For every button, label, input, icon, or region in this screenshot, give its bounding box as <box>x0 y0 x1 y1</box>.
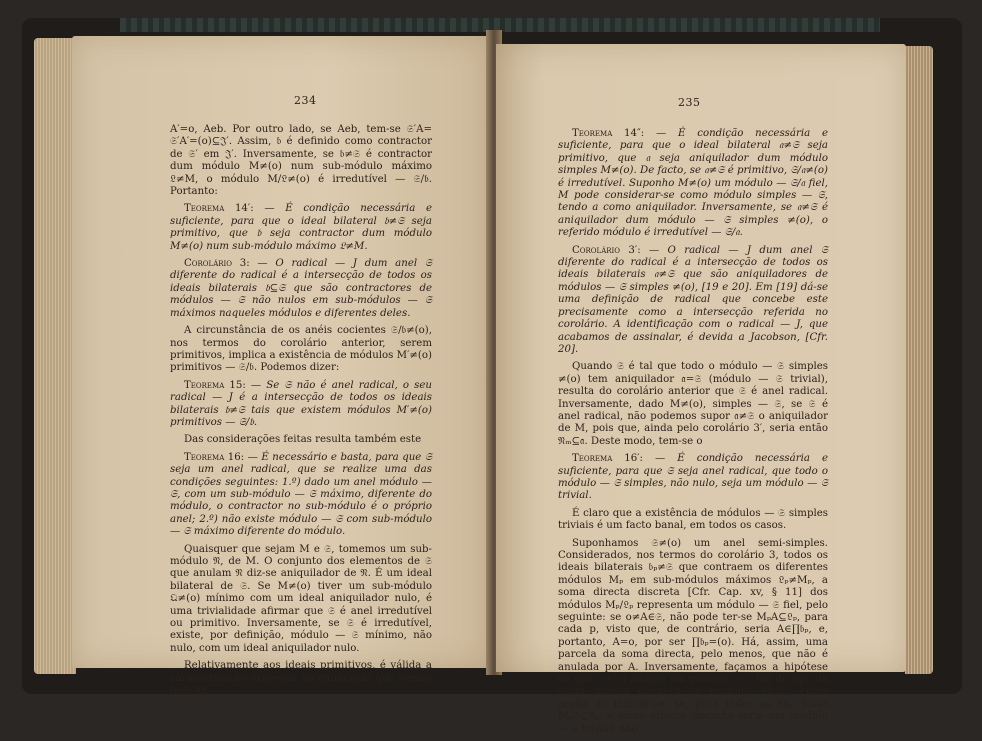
right-page-edges <box>905 46 933 674</box>
corollary-text: — O radical — J dum anel 𝔖 diferente do radical é a intersecção de todos os ideais bilaterais 𝔞≠𝔖 que são aniquiladores de módulos — 𝔖 simples ≠(o), [19 e 20]. Em [19] dá-se uma definição de radical que concebe este precisamente como a intersecção referida no corolário. A identificação com o radical — J, que acabamos de assinalar, é devida a Jacobson, [Cfr. 20]. <box>558 244 828 355</box>
corollary-text: — O radical — J dum anel 𝔖 diferente do radical é a intersecção de todos os ideais bilaterais 𝔟⊆𝔖 que são contractores de módulos — 𝔖 não nulos em sub-módulos — 𝔖 máximos naqueles módulos e diferentes deles. <box>170 258 432 319</box>
theorem-label: Teorema 14″: <box>572 128 645 139</box>
paragraph: Quando 𝔖 é tal que todo o módulo — 𝔖 simples ≠(o) tem aniquilador 𝔞=𝔖 (módulo — 𝔖 trivial), resulta do corolário anterior que 𝔖 é anel radical. Inversamente, dado M≠(o), simples — 𝔖, se 𝔖 é anel radical, não podemos supor 𝔞≠𝔖 o aniquilador de M, pois que, ainda pelo corolário 3′, seria então 𝔑ₘ⊆𝔞. Deste modo, tem-se o <box>558 361 828 447</box>
paragraph: É claro que a existência de módulos — 𝔖 simples triviais é um facto banal, em todos os casos. <box>558 507 828 532</box>
corollary-label: Corolário 3: <box>184 258 250 270</box>
page-number: 235 <box>678 96 701 109</box>
corollary-label: Corolário 3′: <box>572 244 641 256</box>
right-page <box>496 44 906 735</box>
theorem-text: — É condição necessária e suficiente, para que o ideal bilateral 𝔞≠𝔖 seja primitivo, que 𝔞 seja aniquilador dum módulo simples M≠(o). De facto, se 𝔞≠𝔖 é primitivo, 𝔖/𝔞≠(o) é irredutível. Suponho M≠(o) um módulo — 𝔖/𝔞 fiel, M pode considerar-se como módulo simples — 𝔖, tendo a como aniquilador. Inversamente, se 𝔞≠𝔖 é aniquilador dum módulo — 𝔖 simples ≠(o), o referido módulo é irredutível — 𝔖/𝔞. <box>558 128 829 239</box>
theorem-label: Teorema 14′: <box>184 203 254 215</box>
paragraph: Das considerações feitas resulta também este <box>184 434 422 446</box>
paragraph: Quaisquer que sejam M e 𝔖, tomemos um sub-módulo 𝔑, de M. O conjunto dos elementos de 𝔖 que anulam 𝔑 diz-se aniquilador de 𝔑. É um ideal bilateral de 𝔖. Se M≠(o) tiver um sub-módulo 𝔔≠(o) mínimo com um ideal aniquilador nulo, é uma trivialidade afirmar que 𝔖 é anel irredutível ou primitivo. Inversamente, se 𝔖 é irredutível, existe, por definição, módulo — 𝔖 mínimo, não nulo, com um ideal aniquilador nulo. <box>170 543 432 654</box>
theorem-text: — Se 𝔖 não é anel radical, o seu radical — J é a intersecção de todos os ideais bilaterais 𝔟≠𝔖 tais que existem módulos M′≠(o) primitivos — 𝔖/𝔟. <box>170 379 432 428</box>
theorem-text: — É condição necessária e suficiente, para que 𝔖 seja anel radical, que todo o módulo — 𝔖 simples, não nulo, seja um módulo — 𝔖 trivial. <box>558 453 828 502</box>
theorem <box>170 380 432 430</box>
theorem-label: Teorema 15: <box>184 379 246 391</box>
theorem <box>558 128 828 240</box>
page-number: 234 <box>294 94 317 107</box>
right-page-text <box>558 128 828 741</box>
theorem <box>170 203 432 253</box>
corollary <box>558 245 828 357</box>
left-page <box>72 36 492 697</box>
left-page-text <box>170 124 432 702</box>
theorem-label: Teorema 16: <box>184 451 245 463</box>
paragraph: Suponhamos 𝔖≠(o) um anel semi-simples. Considerados, nos termos do corolário 3, todos os ideais bilaterais 𝔟ₚ≠𝔖 que contraem os diferentes módulos Mₚ em sub-módulos máximos 𝔏ₚ≠Mₚ, a soma directa discreta [Cfr. Cap. xv, § 11] dos módulos Mₚ/𝔏ₚ representa um módulo — 𝔖 fiel, pelo seguinte: se o≠A∈𝔖, não pode ter-se MₚA⊆𝔏ₚ, para cada p, visto que, de contrário, seria A∈∏𝔟ₚ, e, portanto, A=o, por ser ∏𝔟ₚ=(o). Há, assim, uma parcela da soma directa, pelo menos, que não é anulada por A. Inversamente, façamos a hipótese de que 𝔖≠(o) admite um módulo — 𝔖 fiel do tipo da soma directa discreta de módulos Mₚ/𝔏ₚ, como acaba de indicar-se; se, para todos os Mₚ, fosse Mₚ𝔖⊆𝔏ₚ, a soma directa discreta seria um módulo — 𝔖 trivial, não <box>558 537 828 735</box>
left-page-edges <box>34 38 76 674</box>
paragraph: A′=o, Aeb. Por outro lado, se Aeb, tem-se 𝔖′A= 𝔖′A′=(o)⊆𝔍′. Assim, 𝔟 é definido como contractor de 𝔖′ em 𝔍′. Inversamente, se 𝔟≠𝔖 é contractor dum módulo M≠(o) num sub-módulo máximo 𝔏≠M, o módulo M/𝔏≠(o) é irredutível — 𝔖/𝔟. Portanto: <box>170 124 432 198</box>
theorem <box>170 452 432 539</box>
theorem <box>558 453 828 503</box>
theorem-label: Teorema 16′: <box>572 453 643 465</box>
theorem-text: — É necessário e basta, para que 𝔖 seja um anel radical, que se realize uma das condições seguintes: 1.º) dado um anel módulo — 𝔖, com um sub-módulo — 𝔖 máximo, diferente do módulo, o contractor no sub-módulo é o próprio anel; 2.º) não existe módulo — 𝔖 com sub-módulo — 𝔖 máximo diferente do módulo. <box>170 451 432 538</box>
paragraph: Relativamente aos ideais primitivos, é válida a caracterização expressa no enunciado que vamos indicar. <box>170 660 432 697</box>
theorem-text: — É condição necessária e suficiente, para que o ideal bilateral 𝔟≠𝔖 seja primitivo, que 𝔟 seja contractor dum módulo M≠(o) num sub-módulo máximo 𝔏≠M. <box>170 203 432 252</box>
paragraph: A circunstância de os anéis cocientes 𝔖/𝔟≠(o), nos termos do corolário anterior, serem primitivos, implica a existência de módulos M′≠(o) primitivos — 𝔖/𝔟. Podemos dizer: <box>170 325 432 374</box>
corollary <box>170 258 432 320</box>
